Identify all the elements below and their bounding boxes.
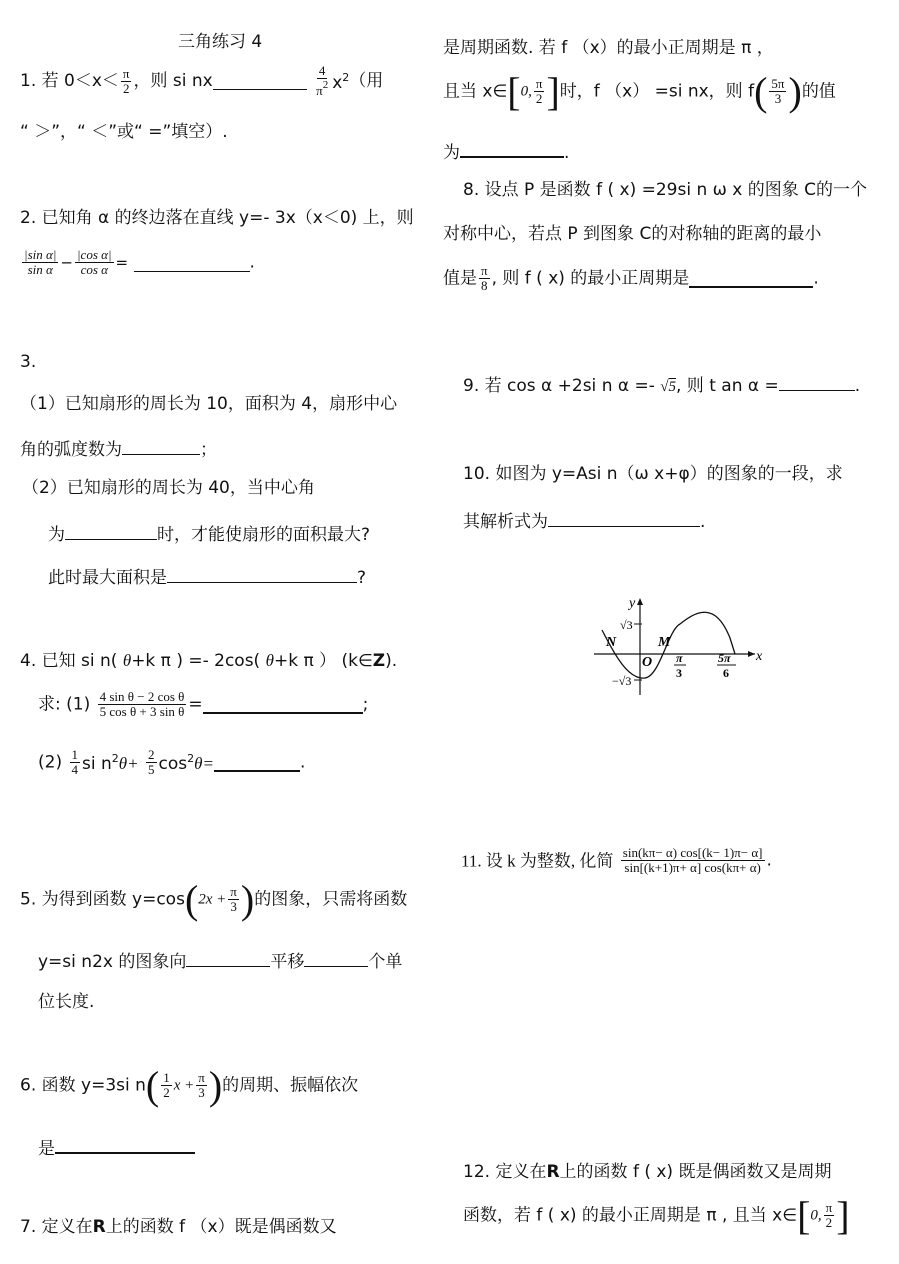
graph-sqrt3-label: √3 [620,618,633,632]
graph-tick-5pi6-num: 5π [718,651,731,665]
q5-line3: 位长度. [38,992,95,1012]
q8-line3: 值是 $\frac{\pi}{8}$ , 则 f ( x) 的最小正周期是 . [443,263,819,294]
q1-middle: ，则 si nx [133,71,213,92]
graph-point-N: N [606,635,617,650]
graph-tick-5pi6-den: 6 [723,666,729,680]
graph-origin: O [642,655,653,670]
q8-answer-blank[interactable] [689,270,813,288]
q4-line1: 4. 已知 si n( θ+k π ) =- 2cos( θ+k π ） (k∈Z). [20,651,398,671]
q3-answer-blank-3[interactable] [167,566,357,583]
sine-graph [590,590,770,700]
q7-answer-blank[interactable] [460,140,564,158]
q9-answer-blank[interactable] [779,374,855,391]
q7-cont-line2: 且当 x∈[0, $\frac{\pi}{2}$ ]时，f （x） =si nx，则 f( $\frac{5\pi}{3}$ )的值 [443,69,836,114]
graph-tick-pi3-den: 3 [676,666,682,680]
y-axis-arrow [637,598,643,605]
q7-cont-line1: 是周期函数. 若 f （x）的最小正周期是 π ， [443,38,774,58]
q5-line1: 5. 为得到函数 y=cos(2x + $\frac{\pi}{3}$ )的图象，只需将函数 [20,877,408,922]
q5-line2: y=si n2x 的图象向 平移 个单 [38,952,403,972]
q9-line: 9. 若 cos α +2si n α =- √5, 则 t an α = . [463,376,861,396]
graph-neg-sqrt3-label: −√3 [612,674,632,688]
q10-line1: 10. 如图为 y=Asi n（ω x+φ）的图象的一段，求 [463,464,843,484]
q4-part2: (2) $\frac{1}{4}$ si $n^2\theta+$ $\frac{2}{5}$ $\cos^2\theta=$ . [38,747,306,778]
q1-suffix: （用 [349,71,384,92]
q4-answer-blank-2[interactable] [214,754,300,772]
q7-line1: 7. 定义在R上的函数 f （x）既是偶函数又 [20,1217,337,1237]
q10-line2: 其解析式为 . [463,512,706,532]
q3-part2-cont: 为 时，才能使扇形的面积最大? [48,525,371,545]
q3-part1: （1）已知扇形的周长为 10，面积为 4，扇形中心 [20,394,398,414]
q3-answer-blank-1[interactable] [122,438,200,455]
q3-number: 3. [20,352,37,372]
question-1: 1. 若 0＜x＜ $\frac{\pi}{2}$ ，则 si nx $\frac{4}{\pi^2}$ $x^2$（用 [20,63,384,99]
q2-expression: $\frac{\text{|sin α|}}{\text{sin α}}$ − $\frac{\text{|cos α|}}{\text{cos α}}$ = . [24,247,255,278]
q5-answer-blank-2[interactable] [304,950,368,967]
q12-line2: 函数，若 f ( x) 的最小正周期是 π , 且当 x∈[0, $\frac{\pi}{2}$ ] [463,1193,850,1238]
q1-line2: “ ＞”，“ ＜”或“ =”填空）. [20,122,228,142]
graph-x-label: x [756,649,763,664]
graph-y-label: y [629,596,636,611]
q6-line1: 6. 函数 y=3si n( $\frac{1}{2}$ x + $\frac{\pi}{3}$ )的周期、振幅依次 [20,1063,359,1108]
q1-prefix: 1. 若 0＜x＜ [20,71,119,92]
q2-answer-blank[interactable] [134,255,250,272]
q8-line2: 对称中心，若点 P 到图象 C的对称轴的距离的最小 [443,224,822,244]
q7-cont-line3: 为 . [443,140,569,162]
graph-point-M: M [658,635,671,650]
q6-answer-blank[interactable] [55,1136,195,1154]
x-axis-arrow [748,651,755,657]
q6-line2: 是 [38,1136,195,1158]
q4-part1: 求: (1) $\frac{\text{4 sin θ − 2 cos θ}}{\text{5 cos θ + 3 sin θ}}$ = ; [38,689,369,720]
q4-answer-blank-1[interactable] [203,696,363,714]
q3-part2-max: 此时最大面积是 ? [48,568,367,588]
q1-frac-pi-2: $\frac{\pi}{2}$ [122,65,130,96]
page-title: 三角练习 4 [178,32,263,52]
q3-answer-blank-2[interactable] [65,523,157,540]
q12-line1: 12. 定义在R上的函数 f ( x) 既是偶函数又是周期 [463,1162,832,1182]
graph-tick-pi3-num: π [676,651,683,665]
q1-answer-blank[interactable] [213,73,307,90]
q2-line1: 2. 已知角 α 的终边落在直线 y=- 3x（x＜0) 上，则 [20,208,414,228]
q1-frac-4-pi2: $\frac{4}{\pi^2}$ [316,63,329,99]
q5-answer-blank-1[interactable] [186,950,270,967]
q3-part1-cont: 角的弧度数为 ； [20,440,217,460]
q11-line: 11. 设 k 为整数, 化简 $\frac{\sin(k\pi- \alpha) \cos[(k- 1)\pi- \alpha]}{\sin[(k+1)\pi+ \alpha] \cos(k\pi+ \alpha)}$ . [461,845,772,876]
q10-answer-blank[interactable] [548,510,700,527]
q8-line1: 8. 设点 P 是函数 f ( x) =29si n ω x 的图象 C的一个 [463,180,868,200]
q3-part2: （2）已知扇形的周长为 40，当中心角 [22,478,315,498]
